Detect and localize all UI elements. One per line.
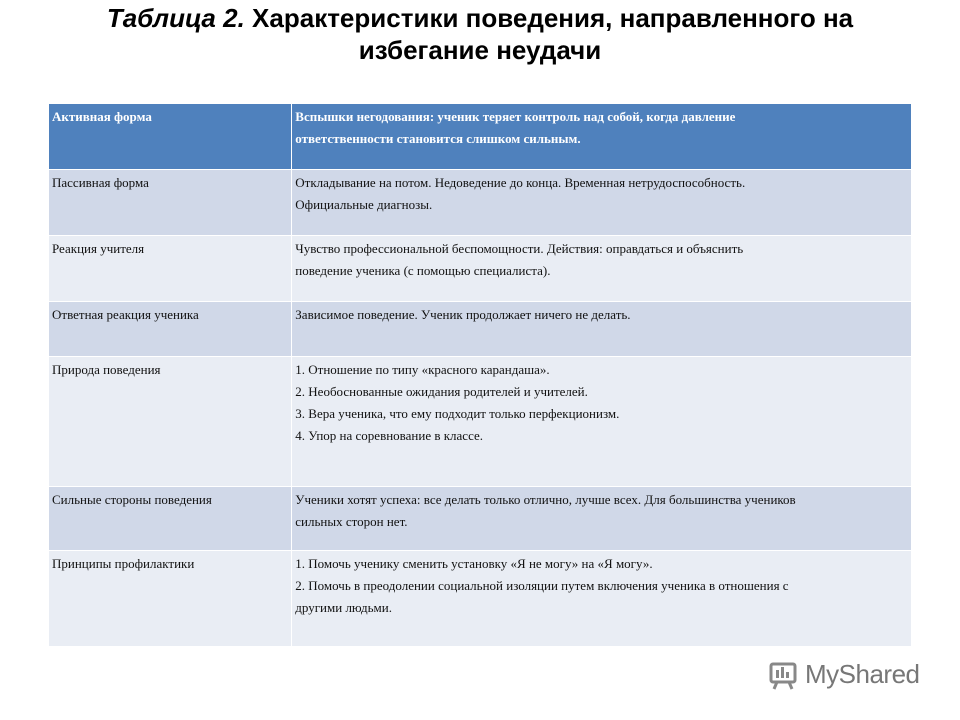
row-content (292, 170, 912, 236)
content-line: 3. Вера ученика, что ему подходит только перфекционизм. (295, 406, 620, 421)
table-row-active-form (49, 104, 912, 170)
watermark-text: MyShared (805, 658, 920, 689)
title-line-2: избегание неудачи (358, 35, 602, 65)
content-line: 2. Помочь в преодолении социальной изоляции путем включения ученика в отношения с (295, 578, 789, 593)
row-content (292, 104, 912, 170)
content-line: 1. Отношение по типу «красного карандаша». (295, 362, 550, 377)
content-line: Ученики хотят успеха: все делать только отлично, лучше всех. Для большинства учеников (295, 492, 796, 507)
content-line: другими людьми. (295, 600, 392, 615)
row-label: Сильные стороны поведения (49, 487, 292, 551)
slide-title (0, 2, 960, 66)
table-row-behavior-nature (49, 357, 912, 487)
title-line-1 (0, 2, 960, 34)
title-table-number: Таблица 2. (106, 3, 245, 33)
row-content (292, 551, 912, 647)
content-line: сильных сторон нет. (295, 514, 408, 529)
content-line: Чувство профессиональной беспомощности. Действия: оправдаться и объяснить (295, 241, 744, 256)
table-row-passive-form (49, 170, 912, 236)
title-text-part1: Характеристики поведения, направленного на (252, 3, 854, 33)
content-line: Официальные диагнозы. (295, 197, 433, 212)
table-row-teacher-reaction (49, 236, 912, 302)
row-content (292, 302, 912, 357)
content-line: 1. Помочь ученику сменить установку «Я не могу» на «Я могу». (295, 556, 653, 571)
row-label: Природа поведения (49, 357, 292, 487)
characteristics-table (48, 103, 912, 647)
content-line: Откладывание на потом. Недоведение до конца. Временная нетрудоспособность. (295, 175, 746, 190)
myshared-watermark (765, 654, 920, 694)
row-content (292, 236, 912, 302)
row-label: Принципы профилактики (49, 551, 292, 647)
content-line: 2. Необоснованные ожидания родителей и учителей. (295, 384, 588, 399)
row-label: Ответная реакция ученика (49, 302, 292, 357)
row-content (292, 487, 912, 551)
table-row-prevention (49, 551, 912, 647)
table-row-student-response (49, 302, 912, 357)
row-label: Активная форма (49, 104, 292, 170)
content-line: поведение ученика (с помощью специалиста). (295, 263, 551, 278)
content-line: ответственности становится слишком сильным. (295, 131, 581, 146)
row-label: Реакция учителя (49, 236, 292, 302)
content-line: 4. Упор на соревнование в классе. (295, 428, 484, 443)
table-row-strengths (49, 487, 912, 551)
content-line: Зависимое поведение. Ученик продолжает ничего не делать. (295, 307, 631, 322)
row-label: Пассивная форма (49, 170, 292, 236)
myshared-logo-icon (765, 656, 801, 692)
row-content (292, 357, 912, 487)
content-line: Вспышки негодования: ученик теряет контроль над собой, когда давление (295, 109, 736, 124)
